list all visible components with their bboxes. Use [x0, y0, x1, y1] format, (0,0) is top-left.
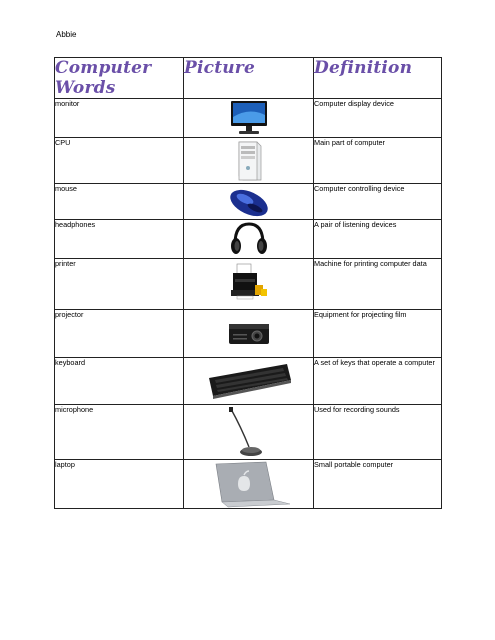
mouse-icon [219, 184, 279, 219]
word-cell: laptop [55, 460, 184, 509]
picture-cell [184, 358, 314, 405]
keyboard-icon [203, 358, 295, 404]
header-picture: Picture [184, 58, 314, 99]
definition-cell: A set of keys that operate a computer [314, 358, 442, 405]
definition-cell: Main part of computer [314, 138, 442, 184]
definition-cell: Small portable computer [314, 460, 442, 509]
definition-cell: Computer display device [314, 99, 442, 138]
table-row [55, 405, 442, 460]
definition-cell: Used for recording sounds [314, 405, 442, 460]
header-definition: Definition [314, 58, 442, 99]
headphones-icon [219, 220, 279, 258]
word-cell: microphone [55, 405, 184, 460]
table-row [55, 310, 442, 358]
table-row [55, 259, 442, 310]
cpu-tower-icon [219, 138, 279, 183]
definition-cell: A pair of listening devices [314, 220, 442, 259]
definition-cell: Equipment for projecting film [314, 310, 442, 358]
word-cell: keyboard [55, 358, 184, 405]
table-header-row [55, 58, 442, 99]
table-row [55, 184, 442, 220]
microphone-icon [219, 405, 279, 459]
vocabulary-table [54, 57, 442, 509]
picture-cell [184, 259, 314, 310]
table-row [55, 460, 442, 509]
picture-cell [184, 138, 314, 184]
table-row [55, 99, 442, 138]
printer-icon [219, 259, 279, 309]
header-computer-words: Computer Words [55, 58, 184, 99]
picture-cell [184, 460, 314, 509]
picture-cell [184, 99, 314, 138]
author-name: Abbie [56, 30, 77, 39]
word-cell: projector [55, 310, 184, 358]
picture-cell [184, 184, 314, 220]
word-cell: printer [55, 259, 184, 310]
projector-icon [219, 310, 279, 357]
monitor-icon [219, 99, 279, 137]
table-row [55, 220, 442, 259]
definition-cell: Computer controlling device [314, 184, 442, 220]
picture-cell [184, 405, 314, 460]
word-cell: monitor [55, 99, 184, 138]
word-cell: mouse [55, 184, 184, 220]
laptop-icon [204, 460, 294, 508]
table-row [55, 358, 442, 405]
picture-cell [184, 220, 314, 259]
word-cell: CPU [55, 138, 184, 184]
picture-cell [184, 310, 314, 358]
table-row [55, 138, 442, 184]
definition-cell: Machine for printing computer data [314, 259, 442, 310]
word-cell: headphones [55, 220, 184, 259]
